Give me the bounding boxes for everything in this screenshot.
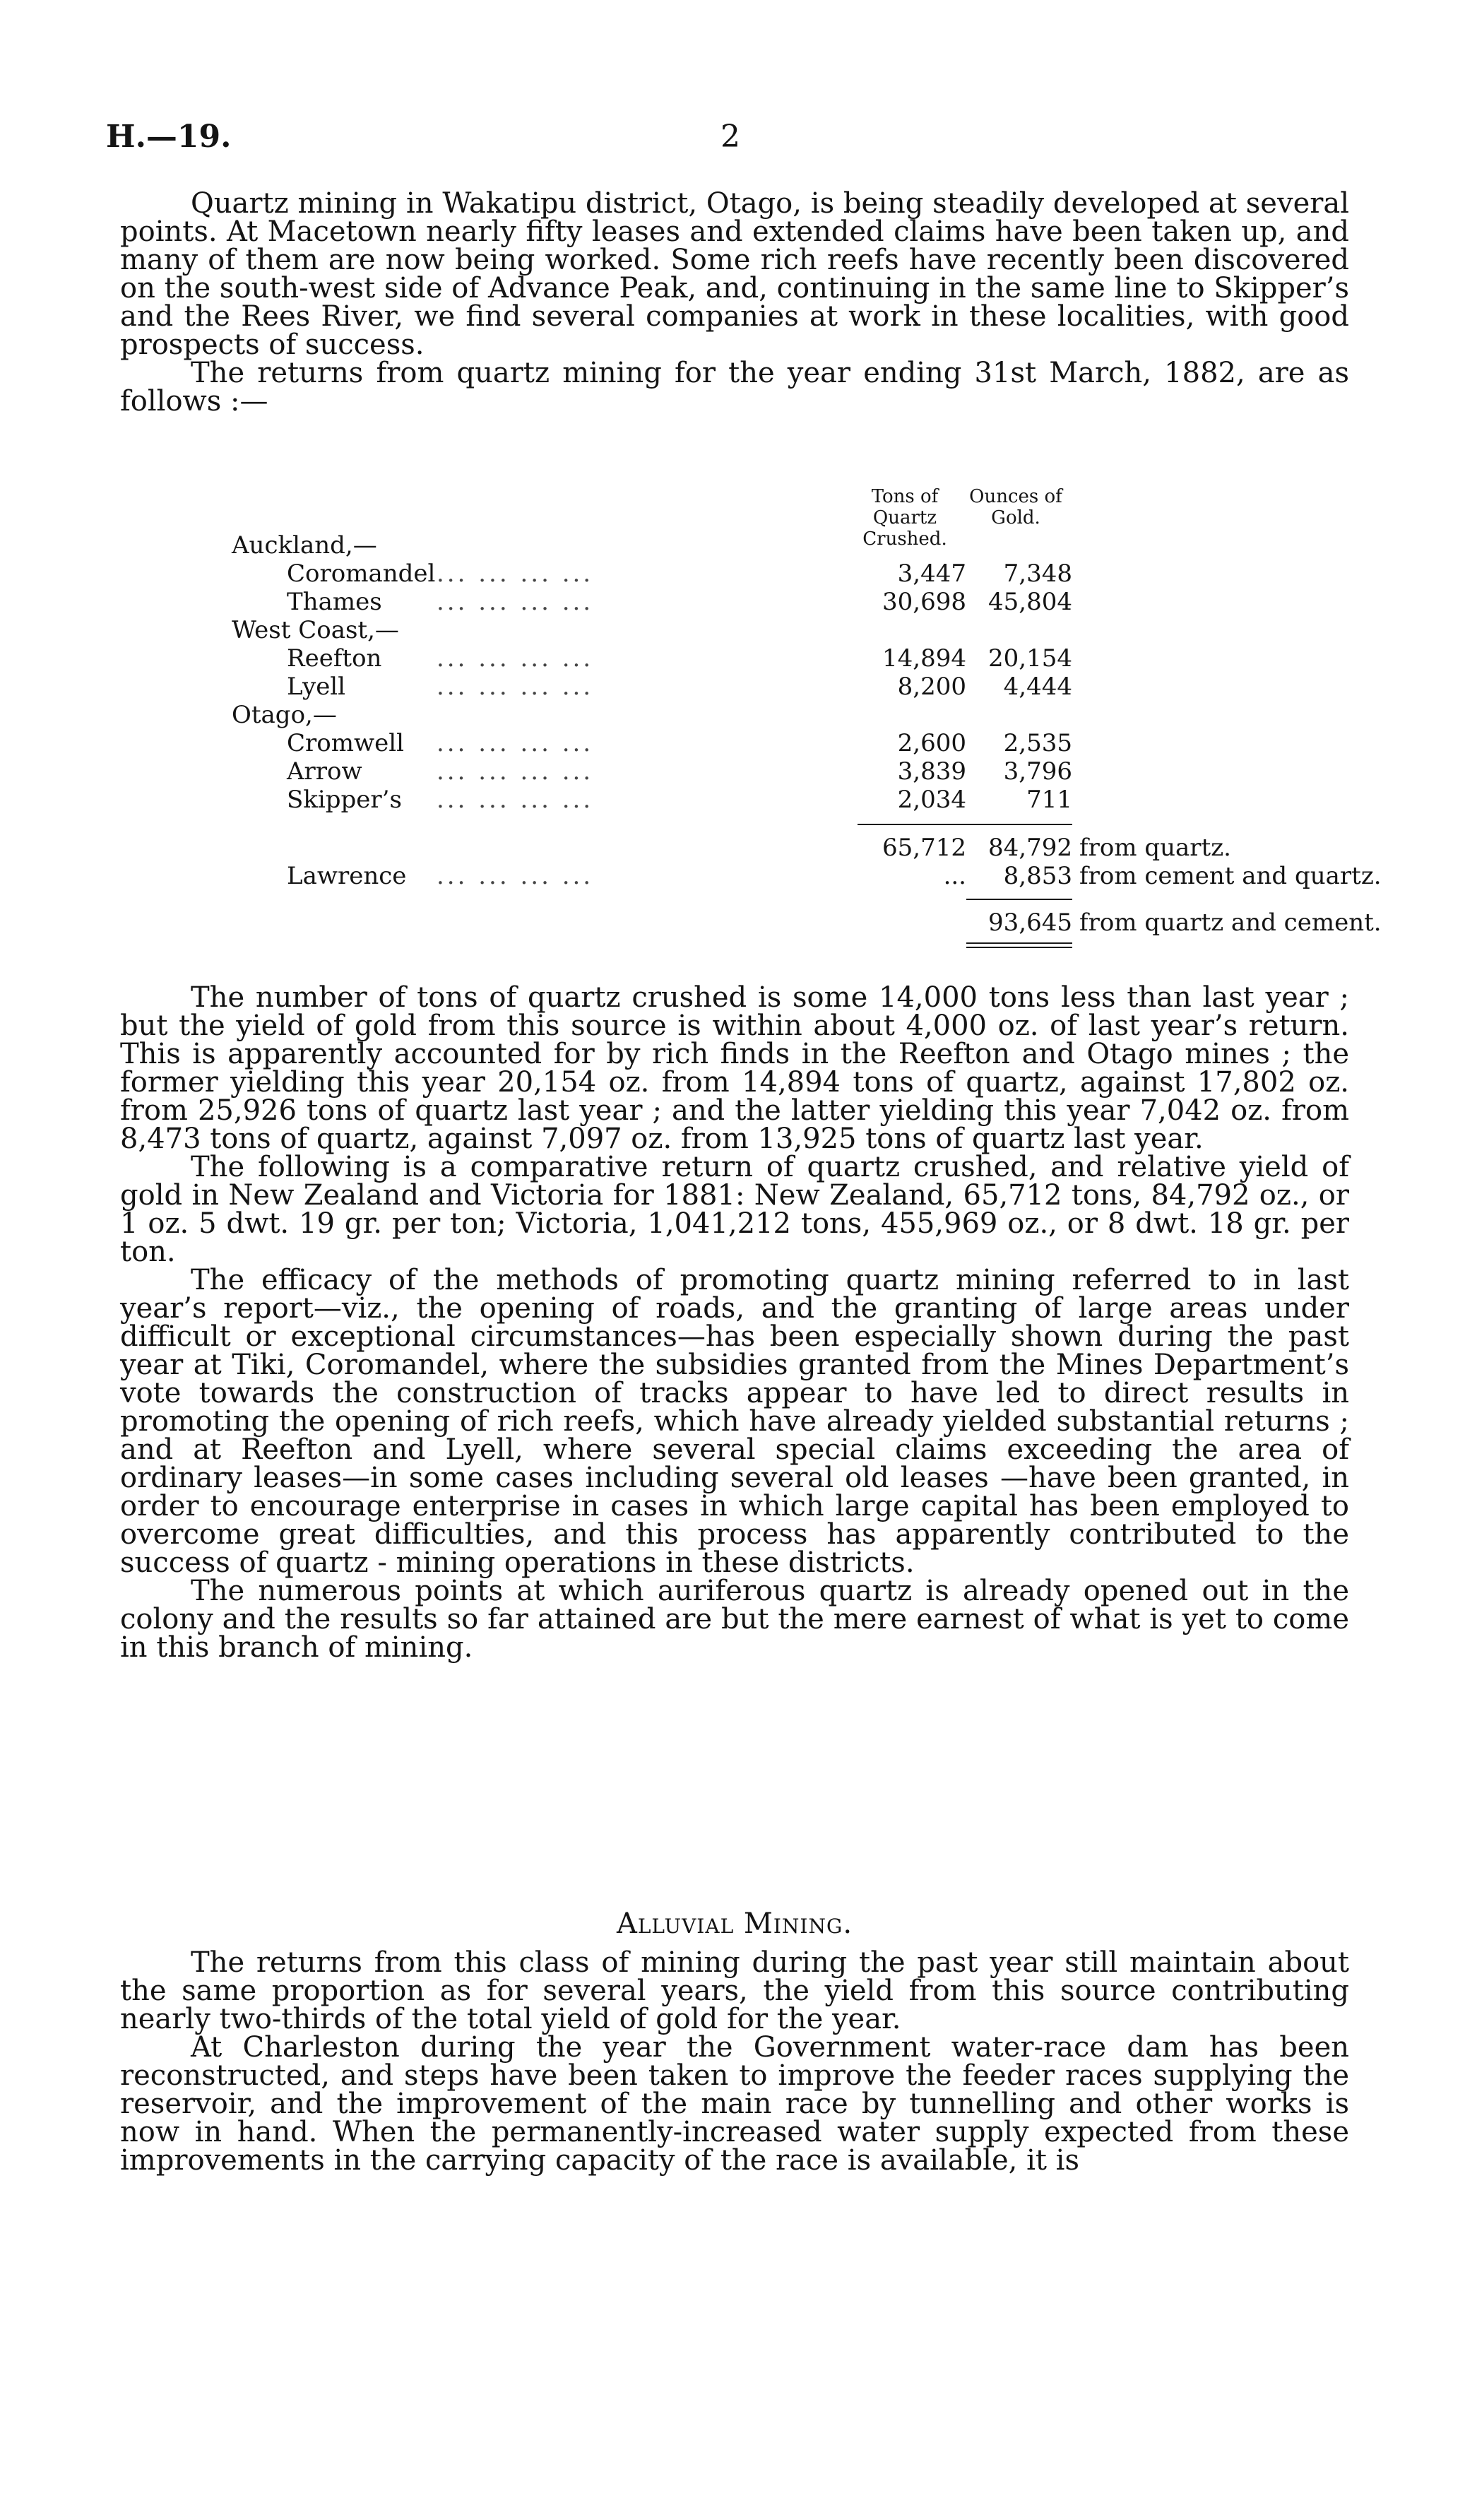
district-label: West Coast,— xyxy=(232,616,399,644)
gold-value: 8,853 xyxy=(1003,862,1072,890)
field-label: Cromwell xyxy=(287,729,404,757)
table-row-group xyxy=(232,701,1362,729)
field-label: Lawrence xyxy=(287,862,407,890)
leader-dots: ... ... ... ... xyxy=(437,862,594,890)
section-heading-alluvial-mining: Alluvial Mining. xyxy=(616,1907,853,1940)
gold-value: 20,154 xyxy=(988,644,1072,673)
subtotal-note: from quartz. xyxy=(1079,834,1231,862)
tons-value: 2,600 xyxy=(897,729,966,757)
field-label: Coromandel xyxy=(287,560,436,588)
total-row xyxy=(232,909,1382,937)
leader-dots: ... ... ... ... xyxy=(437,673,594,701)
leader-dots: ... ... ... ... xyxy=(437,644,594,673)
gold-value: 7,348 xyxy=(1003,560,1072,588)
paragraph-efficacy: The efficacy of the methods of promoting quartz mining referred to in last year’s report—viz., the opening of roads, and the granting of large areas under difficult or exceptional circumstances—has been especially shown during the past year at Tiki, Coromandel, where the subsidies granted from the Mines Department’s vote towards the construction of tracks appear to have led to direct results in promoting the opening of rich reefs, which have already yielded substantial returns ; and at Reefton and Lyell, where several special claims exceeding the area of ordinary leases—in some cases including several old leases —have been granted, in order to encourage enterprise in cases in which large capital has been employed to overcome great difficulties, and this process has apparently contributed to the success of quartz - mining operations in these districts. xyxy=(120,1264,1349,1579)
table-row xyxy=(232,786,1362,814)
gold-value: 2,535 xyxy=(1003,729,1072,757)
page-header xyxy=(106,119,1342,161)
table-row xyxy=(232,729,1362,757)
leader-dots: ... ... ... ... xyxy=(437,757,594,786)
leader-dots: ... ... ... ... xyxy=(437,588,594,616)
lawrence-note: from cement and quartz. xyxy=(1079,862,1382,890)
subtotal-rule-tons xyxy=(858,824,969,825)
tons-value: 3,447 xyxy=(897,560,966,588)
field-label: Skipper’s xyxy=(287,786,402,814)
tons-value: 14,894 xyxy=(882,644,966,673)
district-label: Auckland,— xyxy=(232,531,377,560)
paragraph-victoria-comparison: The following is a comparative return of quartz crushed, and relative yield of gold in New Zealand and Victoria for 1881: New Zealand, 65,712 tons, 84,792 oz., or 1 oz. 5 dwt. 19 gr. per ton; Victoria, 1,041,212 tons, 455,969 oz., or 8 dwt. 18 gr. per ton. xyxy=(120,1151,1349,1268)
field-label: Thames xyxy=(287,588,382,616)
leader-dots: ... ... ... ... xyxy=(437,560,594,588)
tons-value: 2,034 xyxy=(897,786,966,814)
leader-dots: ... ... ... ... xyxy=(437,729,594,757)
lawrence-row xyxy=(232,862,1382,890)
subtotal-row xyxy=(232,834,1362,862)
paragraph-outlook: The numerous points at which auriferous quartz is already opened out in the colony and the results so far attained are but the mere earnest of what is yet to come in this branch of mining. xyxy=(120,1575,1349,1664)
page-number: 2 xyxy=(720,119,740,155)
tons-value: 30,698 xyxy=(882,588,966,616)
table-row-group xyxy=(232,616,1362,644)
gold-value: 4,444 xyxy=(1003,673,1072,701)
district-label: Otago,— xyxy=(232,701,337,729)
table-row xyxy=(232,644,1362,673)
table-row-group xyxy=(232,531,1362,560)
total-double-rule-top xyxy=(966,942,1072,944)
paragraph-alluvial-returns: The returns from this class of mining during the past year still maintain about the same proportion as for several years, the yield from this source contributing nearly two-thirds of the total yield of gold for the year. xyxy=(120,1946,1349,2035)
subtotal-tons: 65,712 xyxy=(882,834,966,862)
field-label: Lyell xyxy=(287,673,346,701)
quartz-mining-commentary xyxy=(120,983,1349,1662)
paragraph-wakatipu: Quartz mining in Wakatipu district, Otago, is being steadily developed at several points. At Macetown nearly fifty leases and extended claims have been taken up, and many of them are now being worked. Some rich reefs have recently been discovered on the south-west side of Advance Peak, and, continuing in the same line to Skipper’s and the Rees River, we find several companies at work in these localities, with good prospects of success. xyxy=(120,187,1349,361)
table-row xyxy=(232,588,1362,616)
total-gold: 93,645 xyxy=(988,909,1072,937)
total-double-rule-bottom xyxy=(966,947,1072,948)
document-reference: H.—19. xyxy=(106,119,232,155)
tons-value: 8,200 xyxy=(897,673,966,701)
gold-value: 711 xyxy=(1026,786,1072,814)
gold-value: 3,796 xyxy=(1003,757,1072,786)
paragraph-tons-comparison: The number of tons of quartz crushed is some 14,000 tons less than last year ; but the yield of gold from this source is within about 4,000 oz. of last year’s return. This is apparently accounted for by rich finds in the Reefton and Otago mines ; the former yielding this year 20,154 oz. from 14,894 tons of quartz, against 17,802 oz. from 25,926 tons of quartz last year ; and the latter yielding this year 7,042 oz. from 8,473 tons of quartz, against 7,097 oz. from 13,925 tons of quartz last year. xyxy=(120,981,1349,1155)
alluvial-mining-section xyxy=(120,1948,1349,2175)
tons-value: 3,839 xyxy=(897,757,966,786)
tons-value: ... xyxy=(943,862,966,890)
paragraph-charleston: At Charleston during the year the Government water-race dam has been reconstructed, and steps have been taken to improve the feeder races supplying the reservoir, and the improvement of the main race by tunnelling and other works is now in hand. When the permanently-increased water supply expected from these improvements in the carrying capacity of the race is available, it is xyxy=(120,2031,1349,2177)
quartz-mining-intro xyxy=(120,187,1349,418)
gold-value: 45,804 xyxy=(988,588,1072,616)
subtotal-gold: 84,792 xyxy=(988,834,1072,862)
total-rule xyxy=(966,899,1072,900)
table-row xyxy=(232,757,1362,786)
total-note: from quartz and cement. xyxy=(1079,909,1382,937)
table-row xyxy=(232,560,1362,588)
field-label: Reefton xyxy=(287,644,382,673)
table-row xyxy=(232,673,1362,701)
paragraph-returns-intro: The returns from quartz mining for the year ending 31st March, 1882, are as follows :— xyxy=(120,357,1349,418)
column-header-tons: Tons of Quartz Crushed. xyxy=(862,486,947,550)
column-header-gold: Ounces of Gold. xyxy=(969,486,1062,528)
leader-dots: ... ... ... ... xyxy=(437,786,594,814)
field-label: Arrow xyxy=(287,757,362,786)
subtotal-rule-gold xyxy=(966,824,1072,825)
